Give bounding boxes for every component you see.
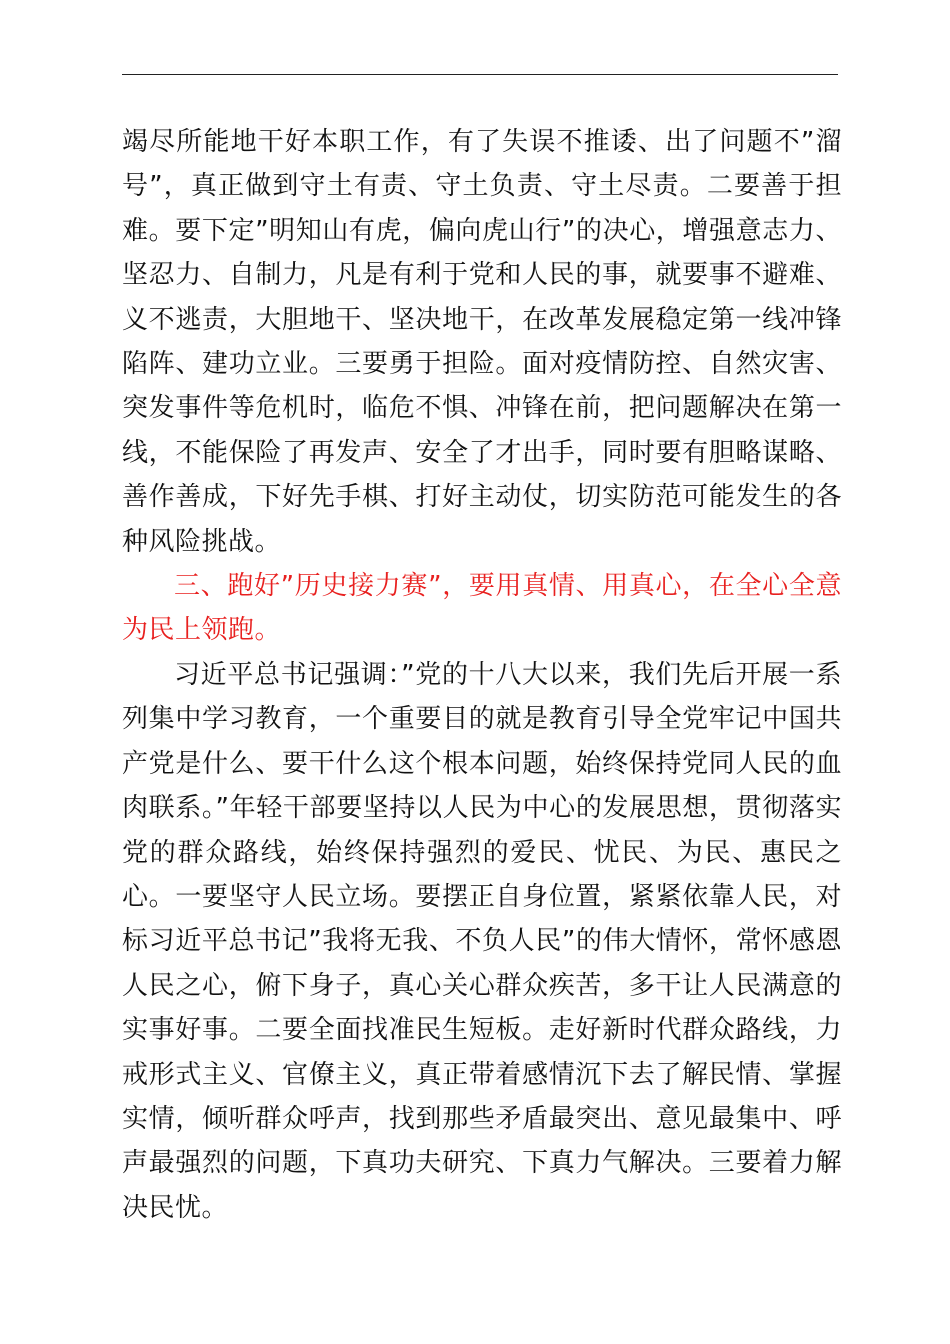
section-heading: 三、跑好”历史接力赛”，要用真情、用真心，在全心全意为民上领跑。 <box>122 571 842 646</box>
paragraph-continued: 竭尽所能地干好本职工作，有了失误不推诿、出了问题不”溜号”，真正做到守土有责、守土负责、守土尽责。二要善于担难。要下定”明知山有虎，偏向虎山行”的决心，增强意志力、坚忍力、自制力，凡是有利于党和人民的事，就要事不避难、义不逃责，大胆地干、坚决地干，在改革发展稳定第一线冲锋陷阵、建功立业。三要勇于担险。面对疫情防控、自然灾害、突发事件等危机时，临危不惧、冲锋在前，把问题解决在第一线，不能保险了再发声、安全了才出手，同时要有胆略谋略、善作善成，下好先手棋、打好主动仗，切实防范可能发生的各种风险挑战。 <box>122 127 842 557</box>
document-body <box>122 120 842 1230</box>
header-rule <box>122 74 838 75</box>
paragraph-body: 习近平总书记强调：”党的十八大以来，我们先后开展一系列集中学习教育，一个重要目的就是教育引导全党牢记中国共产党是什么、要干什么这个根本问题，始终保持党同人民的血肉联系。”年轻干部要坚持以人民为中心的发展思想，贯彻落实党的群众路线，始终保持强烈的爱民、忧民、为民、惠民之心。一要坚守人民立场。要摆正自身位置，紧紧依靠人民，对标习近平总书记”我将无我、不负人民”的伟大情怀，常怀感恩人民之心，俯下身子，真心关心群众疾苦，多干让人民满意的实事好事。二要全面找准民生短板。走好新时代群众路线，力戒形式主义、官僚主义，真正带着感情沉下去了解民情、掌握实情，倾听群众呼声，找到那些矛盾最突出、意见最集中、呼声最强烈的问题，下真功夫研究、下真力气解决。三要着力解决民忧。 <box>122 659 842 1223</box>
